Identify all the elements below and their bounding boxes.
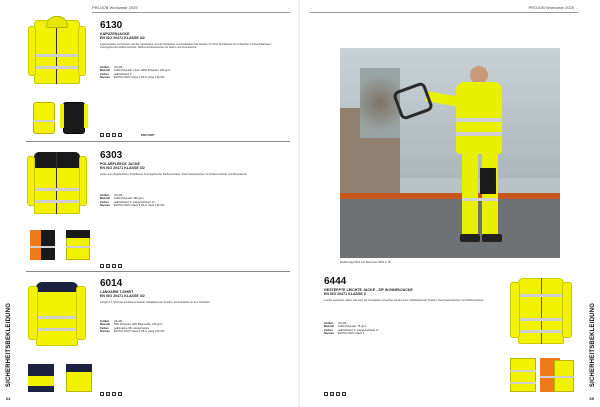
product-6014-yellow-thumb	[64, 362, 94, 394]
iron-icon: •	[119, 264, 121, 268]
roof-edge	[340, 193, 560, 199]
product-title-line: EN ISO 20471 KLASSE 3/2	[100, 294, 145, 299]
page-header-left: PROJOB Workwear 2025	[92, 5, 138, 10]
page-number-left: 64	[6, 396, 11, 401]
header-rule	[310, 12, 578, 13]
bleach-icon: ×	[107, 392, 109, 396]
care-icons	[324, 392, 346, 396]
dry-icon: ○	[113, 392, 115, 396]
worker-leg-right	[482, 154, 498, 234]
iron-icon: •	[343, 392, 345, 396]
bleach-icon: ×	[107, 133, 109, 137]
boot	[482, 234, 502, 242]
product-number: 6303	[100, 150, 123, 161]
product-specs: Größen XS-4XL Material 100% Polyester, 280 g/m² Farben gelb/schwarz 9, orange/schwarz 17 Normen EN ISO 20471 Class 3 XS-S, class 2 M-4XL	[100, 194, 165, 207]
care-icons	[100, 264, 122, 268]
product-6130-back-thumb	[60, 100, 88, 136]
boot	[460, 234, 480, 242]
wash-icon: ~	[101, 133, 103, 137]
product-title-line: EN ISO 20471 KLASSE 3	[324, 292, 366, 297]
product-title	[324, 288, 504, 297]
page-header-right: PROJOB Workwear 2025	[528, 5, 574, 10]
product-6014-main-image	[26, 278, 88, 350]
product-specs: Größen XS-4XL Material 100% Polyester, innen 100% Polyester, 460 g/m² Farben gelb/schwarz 9 Normen EN ISO 20471 Class 3 XS-S, class 2 M-4XL	[100, 66, 171, 79]
product-6130-main-image	[26, 16, 88, 86]
iron-icon: •	[119, 133, 121, 137]
product-description: Langarm T-Shirt aus Funktionsmaterial. Reflektierende Streifen. Kontrastfarbe an den Schultern.	[100, 301, 211, 304]
header-rule	[92, 12, 290, 13]
product-6303-main-image	[26, 148, 88, 218]
product-6303-orange-thumb	[28, 228, 58, 264]
tree	[360, 68, 400, 138]
section-tab-left: SICHERHEITSBEKLEIDUNG	[6, 302, 12, 388]
section-divider	[26, 141, 290, 142]
wash-icon: ~	[101, 264, 103, 268]
page-number-right: 65	[589, 396, 594, 401]
product-specs: Größen XS-4XL Material 55% Polyester, 45% Baumwolle, 165 g/m² Farben gelb/marine 98, orange/marine Normen EN ISO 20471 Class 3 XS-S, class 2 M-4XL	[100, 320, 165, 333]
iron-icon: •	[119, 392, 121, 396]
product-title-line: EN ISO 20471 KLASSE 3/2	[100, 166, 145, 171]
product-specs: Größen XS-4XL Material 100% Polyester, 75 g/m² Farben gelb/schwarz 9, orange/schwarz 17 Normen EN ISO 20471 Class 3	[324, 322, 379, 335]
care-icons	[100, 133, 122, 137]
product-title-line: KAPUZENJACKE	[100, 32, 130, 36]
wash-icon: ~	[101, 392, 103, 396]
dry-icon: ○	[113, 264, 115, 268]
worker-leg-left	[462, 154, 478, 234]
product-title-line: POLARFLEECE JACKE	[100, 162, 140, 166]
product-title-line: LANGARM T-SHIRT	[100, 290, 134, 294]
dry-icon: ○	[337, 392, 339, 396]
product-description: Leichte gesteppte Jacke, die auch als Innenjacke verwendet werden kann. Reflektierende Streifen. Zwei Seitentaschen mit Reißverschluss.	[324, 299, 485, 302]
dry-icon: ○	[113, 133, 115, 137]
product-title	[100, 290, 280, 299]
product-6444-main-image	[508, 274, 576, 350]
product-6014-navy-thumb	[26, 362, 56, 394]
product-title	[100, 162, 280, 171]
wash-icon: ~	[325, 392, 327, 396]
product-number: 6130	[100, 20, 123, 31]
product-number: 6014	[100, 278, 123, 289]
rooftop	[340, 198, 560, 258]
product-title-line: EN ISO 20471 KLASSE 3/2	[100, 36, 145, 41]
product-6303-yellow-thumb	[64, 228, 92, 264]
product-description: Kapuzenjacke mit Polstern auf der Vorderseite und der Rückseite. Hochreflektierende Streifen für hohe Sichtbarkeit bei schlechten Lichtverhältnissen. Durchgehender Reißverschluss. Reißverschlusstaschen an Seiten und Innentasche.	[100, 43, 272, 50]
section-tab-right: SICHERHEITSBEKLEIDUNG	[590, 302, 596, 388]
product-title-line: GESTEPPTE LEICHTE JACKE - ZIP IN INNENJACKE	[324, 288, 413, 292]
bleach-icon: ×	[107, 264, 109, 268]
care-icons	[100, 392, 122, 396]
product-6444-yellow-thumb	[508, 356, 538, 394]
certification-badge: PRO CERT	[141, 134, 155, 137]
product-6130-front-thumb	[30, 100, 58, 136]
section-divider	[26, 271, 290, 272]
model-photo	[340, 48, 560, 258]
photo-caption: Modell trägt 6415 und Warnhose 6515 in 78	[340, 261, 391, 264]
product-number: 6444	[324, 276, 347, 287]
product-description: Jacke aus pflegeleichtem Polarfleece. Durchgehender Reißverschluss. Zwei Seitentaschen mit Reißverschluss und Brusttasche.	[100, 173, 248, 176]
product-6444-orange-thumb	[540, 356, 576, 394]
product-title	[100, 32, 280, 41]
bleach-icon: ×	[331, 392, 333, 396]
